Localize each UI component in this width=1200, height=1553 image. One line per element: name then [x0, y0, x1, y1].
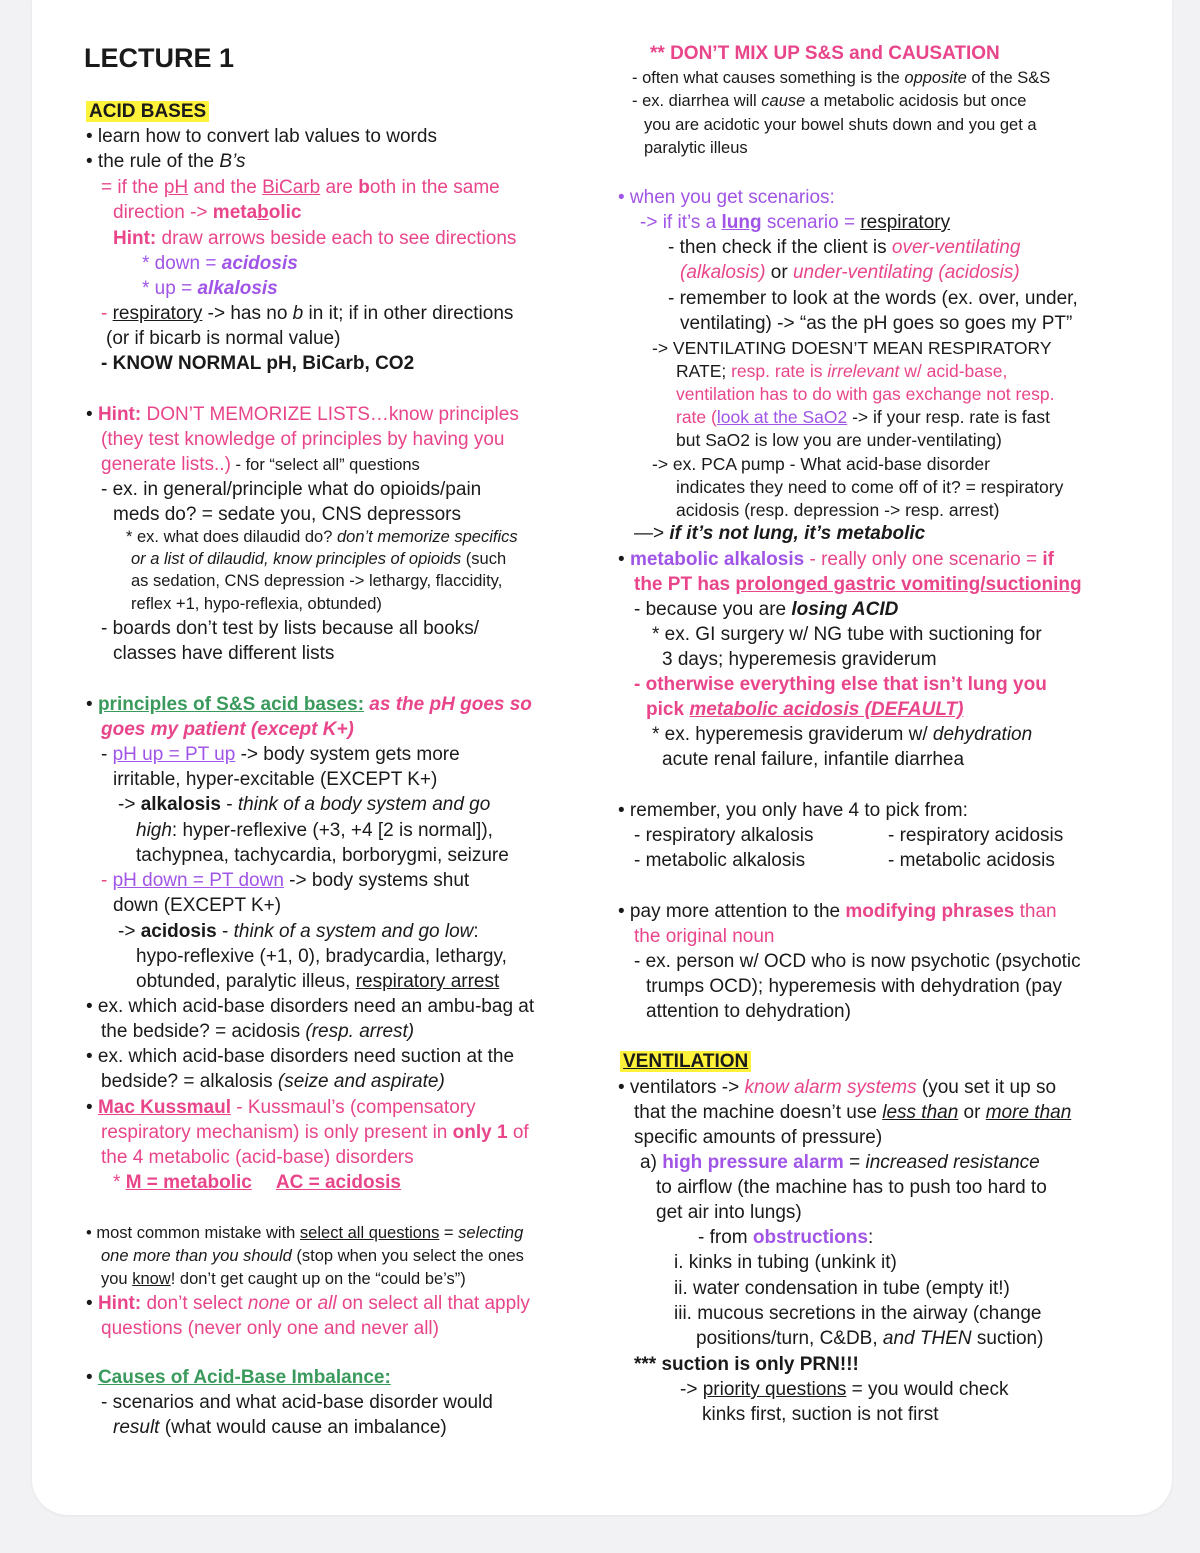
note-line: questions (never only one and never all)	[101, 1318, 439, 1339]
note-line: - ex. in general/principle what do opioids/pain	[101, 479, 482, 500]
note-line: acute renal failure, infantile diarrhea	[662, 749, 965, 770]
note-line: RATE; resp. rate is irrelevant w/ acid-base,	[676, 361, 1008, 381]
note-line: *** suction is only PRN!!!	[634, 1354, 859, 1375]
note-line: - boards don’t test by lists because all books/	[101, 618, 480, 639]
note-line: • when you get scenarios:	[618, 187, 835, 208]
note-line: pick metabolic acidosis (DEFAULT)	[646, 699, 964, 720]
page-title: LECTURE 1	[84, 43, 235, 73]
note-line: • Hint: don’t select none or all on select all that apply	[86, 1293, 530, 1314]
note-line: - respiratory alkalosis	[634, 825, 814, 846]
note-line: attention to dehydration)	[646, 1001, 851, 1022]
note-line: rate (look at the SaO2 -> if your resp. rate is fast	[676, 407, 1051, 427]
note-line: - otherwise everything else that isn’t lung you	[634, 674, 1047, 695]
note-line: hypo-reflexive (+1, 0), bradycardia, lethargy,	[136, 946, 507, 967]
note-line: • ventilators -> know alarm systems (you set it up so	[618, 1077, 1057, 1098]
note-line: i. kinks in tubing (unkink it)	[674, 1252, 897, 1273]
note-line: but SaO2 is low you are under-ventilating)	[676, 430, 1002, 450]
note-line: bedside? = alkalosis (seize and aspirate)	[101, 1071, 445, 1092]
note-line: direction -> metabolic	[113, 202, 302, 223]
note-line: (alkalosis) or under-ventilating (acidosis)	[680, 262, 1020, 283]
note-line: Hint: draw arrows beside each to see directions	[113, 228, 517, 249]
note-line: —> if it’s not lung, it’s metabolic	[634, 523, 926, 544]
heading-acid-bases: ACID BASES	[86, 100, 209, 124]
note-line: • learn how to convert lab values to words	[86, 126, 437, 147]
note-line: to airflow (the machine has to push too hard to	[656, 1177, 1047, 1198]
note-line: ventilation has to do with gas exchange not resp.	[676, 384, 1055, 404]
note-line: get air into lungs)	[656, 1202, 802, 1223]
note-line: 3 days; hyperemesis graviderum	[662, 649, 937, 670]
note-line: ventilating) -> “as the pH goes so goes my PT”	[680, 313, 1073, 334]
note-line: meds do? = sedate you, CNS depressors	[113, 504, 461, 525]
note-line: goes my patient (except K+)	[101, 719, 354, 740]
note-line: • ex. which acid-base disorders need an ambu-bag at	[86, 996, 535, 1017]
heading-ventilation: VENTILATION	[620, 1050, 751, 1074]
note-line: ii. water condensation in tube (empty it!)	[674, 1278, 1010, 1299]
note-line: the 4 metabolic (acid-base) disorders	[101, 1147, 414, 1168]
note-line: -> priority questions = you would check	[680, 1379, 1009, 1400]
note-line: -> if it’s a lung scenario = respiratory	[640, 212, 951, 233]
note-line: • principles of S&S acid bases: as the pH goes so	[86, 694, 532, 715]
note-line: irritable, hyper-excitable (EXCEPT K+)	[113, 769, 438, 790]
note-line: high: hyper-reflexive (+3, +4 [2 is normal]),	[136, 820, 493, 841]
note-line: -> ex. PCA pump - What acid-base disorder	[652, 454, 990, 474]
note-line: obtunded, paralytic illeus, respiratory arrest	[136, 971, 500, 992]
note-line: positions/turn, C&DB, and THEN suction)	[696, 1328, 1044, 1349]
note-line: - ex. diarrhea will cause a metabolic acidosis but once	[632, 92, 1027, 110]
note-line: the bedside? = acidosis (resp. arrest)	[101, 1021, 415, 1042]
note-line: * ex. hyperemesis graviderum w/ dehydration	[652, 724, 1033, 745]
note-line: the original noun	[634, 926, 775, 947]
note-line: - respiratory -> has no b in it; if in other directions	[101, 303, 514, 324]
note-line: -> alkalosis - think of a body system and go	[118, 794, 491, 815]
note-line: - pH up = PT up -> body system gets more	[101, 744, 460, 765]
note-line: - ex. person w/ OCD who is now psychotic (psychotic	[634, 951, 1081, 972]
note-line: that the machine doesn’t use less than or more than	[634, 1102, 1072, 1123]
note-line: • remember, you only have 4 to pick from:	[618, 800, 968, 821]
note-line: - often what causes something is the opposite of the S&S	[632, 69, 1051, 87]
note-line: down (EXCEPT K+)	[113, 895, 282, 916]
note-line: • the rule of the B’s	[86, 151, 246, 172]
note-line: • Causes of Acid-Base Imbalance:	[86, 1367, 391, 1388]
note-line: * up = alkalosis	[142, 278, 278, 299]
note-line: reflex +1, hypo-reflexia, obtunded)	[131, 595, 382, 613]
note-line: iii. mucous secretions in the airway (change	[674, 1303, 1042, 1324]
note-line: * down = acidosis	[142, 253, 298, 274]
note-line: - scenarios and what acid-base disorder would	[101, 1392, 493, 1413]
note-line: - because you are losing ACID	[634, 599, 899, 620]
note-line: * ex. GI surgery w/ NG tube with suctioning for	[652, 624, 1042, 645]
note-line: - then check if the client is over-ventilating	[668, 237, 1021, 258]
note-line: as sedation, CNS depression -> lethargy, flaccidity,	[131, 572, 503, 590]
note-line: - remember to look at the words (ex. over, under,	[668, 288, 1078, 309]
note-line: the PT has prolonged gastric vomiting/suctioning	[634, 574, 1082, 595]
note-line: a) high pressure alarm = increased resistance	[640, 1152, 1040, 1173]
note-line: paralytic illeus	[644, 139, 748, 157]
note-line: respiratory mechanism) is only present in only 1 of	[101, 1122, 529, 1143]
note-line: one more than you should (stop when you select the ones	[101, 1247, 524, 1265]
note-line: - metabolic alkalosis	[634, 850, 806, 871]
heading-dont-mix-up: ** DON’T MIX UP S&S and CAUSATION	[650, 43, 1000, 64]
note-line: - respiratory acidosis	[888, 825, 1064, 846]
note-line: trumps OCD); hyperemesis with dehydration (pay	[646, 976, 1063, 997]
note-line: you know! don’t get caught up on the “could be’s”)	[101, 1270, 466, 1288]
note-line: • metabolic alkalosis - really only one scenario = if	[618, 549, 1054, 570]
note-line: (or if bicarb is normal value)	[106, 328, 341, 349]
note-line: acidosis (resp. depression -> resp. arrest)	[676, 500, 1000, 520]
note-line: specific amounts of pressure)	[634, 1127, 883, 1148]
note-line: classes have different lists	[113, 643, 335, 664]
note-line: you are acidotic your bowel shuts down and you get a	[644, 116, 1037, 134]
note-line: (they test knowledge of principles by having you	[101, 429, 505, 450]
note-line: = if the pH and the BiCarb are both in the same	[101, 177, 500, 198]
note-line: - from obstructions:	[698, 1227, 874, 1248]
note-line: tachypnea, tachycardia, borborygmi, seizure	[136, 845, 509, 866]
note-line: or a list of dilaudid, know principles of opioids (such	[131, 550, 507, 568]
note-line: -> VENTILATING DOESN’T MEAN RESPIRATORY	[652, 338, 1052, 358]
note-line: result (what would cause an imbalance)	[113, 1417, 447, 1438]
note-line: - KNOW NORMAL pH, BiCarb, CO2	[101, 353, 415, 374]
note-line: - pH down = PT down -> body systems shut	[101, 870, 470, 891]
note-line: • most common mistake with select all questions = selecting	[86, 1224, 524, 1242]
note-line: indicates they need to come off of it? = respiratory	[676, 477, 1064, 497]
note-line: -> acidosis - think of a system and go low:	[118, 921, 479, 942]
note-line: generate lists..) - for “select all” questions	[101, 454, 420, 475]
note-line: • pay more attention to the modifying phrases than	[618, 901, 1057, 922]
note-line: * ex. what does dilaudid do? don’t memorize specifics	[126, 528, 518, 546]
note-line: • Hint: DON’T MEMORIZE LISTS…know principles	[86, 404, 519, 425]
note-line: • Mac Kussmaul - Kussmaul’s (compensatory	[86, 1097, 476, 1118]
note-line: - metabolic acidosis	[888, 850, 1055, 871]
note-line: • ex. which acid-base disorders need suction at the	[86, 1046, 515, 1067]
note-line: kinks first, suction is not first	[702, 1404, 939, 1425]
note-line: * M = metabolic AC = acidosis	[113, 1172, 401, 1193]
